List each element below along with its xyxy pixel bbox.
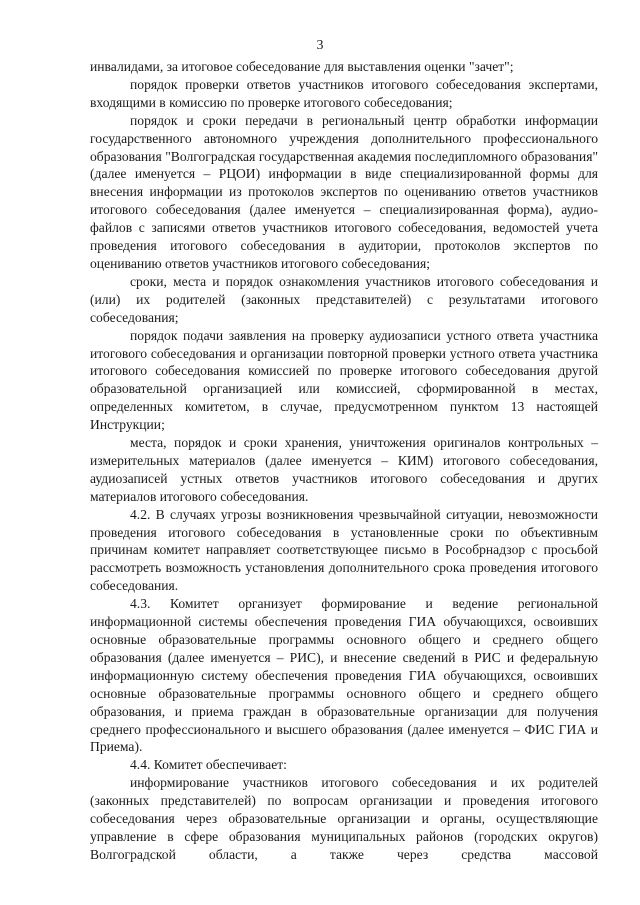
paragraph-results-familiarization: сроки, места и порядок ознакомления участников итогового собеседования и (или) их родителей (законных представителей) с результатами итогового собеседования; (90, 273, 598, 325)
document-body (90, 58, 598, 864)
paragraph-audio-recheck-application: порядок подачи заявления на проверку аудиозаписи устного ответа участника итогового собеседования и организации повторной проверки устного ответа участника итогового собеседования комиссией по проверке итогового собеседования другой образовательной организацией или комиссией, сформированной в местах, определенных комитетом, в случае, предусмотренном пунктом 13 настоящей Инструкции; (90, 327, 598, 433)
paragraph-rcoi-transfer: порядок и сроки передачи в региональный центр обработки информации государственного автономного учреждения дополнительного профессионального образования "Волгоградская государственная академия последипломного образования" (далее именуется – РЦОИ) информации в виде специализированной формы для внесения информации из протоколов экспертов по оцениванию ответов участников итогового собеседования (далее именуется – специализированная форма), аудио-файлов с записями ответов участников итогового собеседования, ведомостей учета проведения итогового собеседования в аудитории, протоколов экспертов по оцениванию ответов участников итогового собеседования; (90, 112, 598, 271)
paragraph-4-2-emergency: 4.2. В случаях угрозы возникновения чрезвычайной ситуации, невозможности проведения итогового собеседования в установленные сроки по объективным причинам комитет направляет соответствующее письмо в Рособрнадзор с просьбой рассмотреть возможность установления дополнительного срока проведения итогового собеседования. (90, 506, 598, 594)
paragraph-informing: информирование участников итогового собеседования и их родителей (законных представителей) по вопросам организации и проведения итогового собеседования через образовательные организации и органы, осуществляющие управление в сфере образования муниципальных районов (городских округов) Волгоградской области, а также через средства массовой (90, 775, 598, 862)
paragraph-expert-check-order: порядок проверки ответов участников итогового собеседования экспертами, входящими в комиссию по проверке итогового собеседования; (90, 76, 598, 110)
paragraph-continuation: инвалидами, за итоговое собеседование для выставления оценки "зачет"; (90, 59, 514, 74)
paragraph-materials-storage: места, порядок и сроки хранения, уничтожения оригиналов контрольных – измерительных материалов (далее именуется – КИМ) итогового собеседования, аудиозаписей устных ответов участников итогового собеседования и других материалов итогового собеседования. (90, 435, 598, 504)
paragraph-4-3-ris: 4.3. Комитет организует формирование и ведение региональной информационной системы обеспечения проведения ГИА обучающихся, освоивших основные образовательные программы основного общего и среднего общего образования (далее именуется – РИС), и внесение сведений в РИС и федеральную информационную систему обеспечения проведения ГИА обучающихся, освоивших основные образовательные программы основного общего и среднего общего образования, и приема граждан в образовательные организации для получения среднего профессионального и высшего образования (далее именуется – ФИС ГИА и Приема). (90, 596, 598, 755)
page-number: 3 (316, 38, 324, 53)
paragraph-4-4-heading: 4.4. Комитет обеспечивает: (130, 757, 287, 773)
